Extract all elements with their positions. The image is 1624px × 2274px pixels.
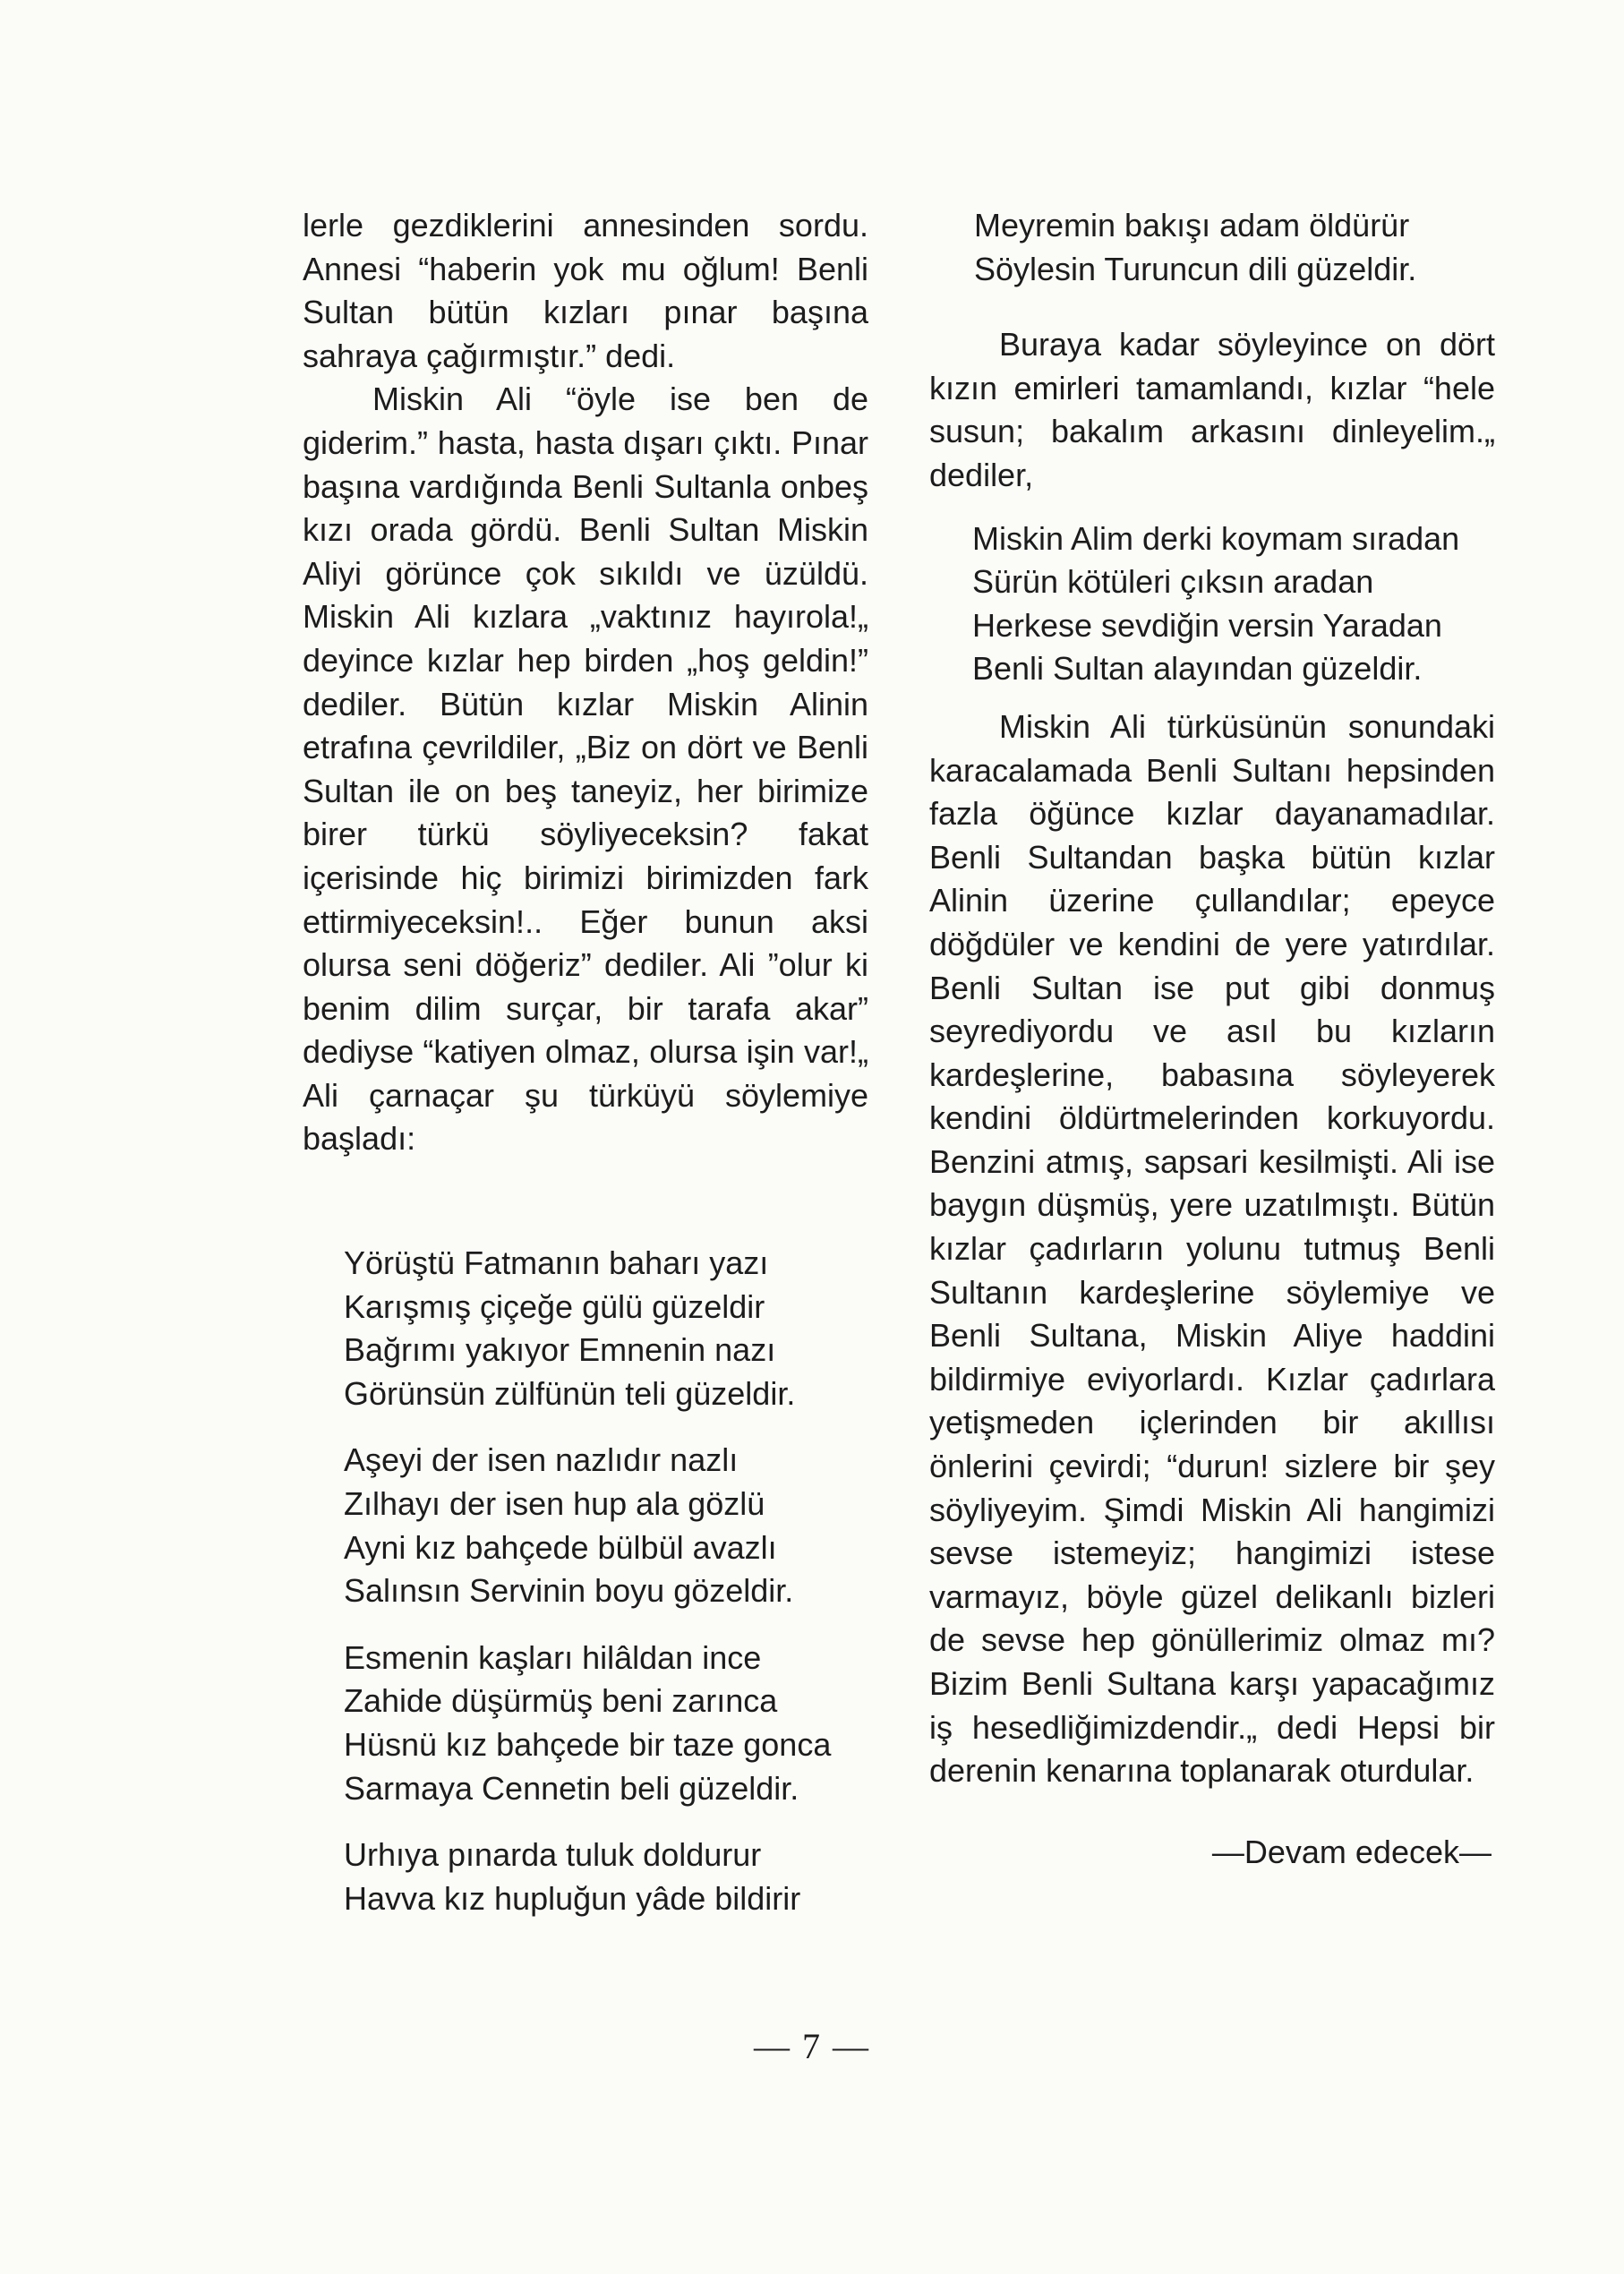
poem-line: Ayni kız bahçede bülbül avazlı xyxy=(344,1528,777,1566)
poem-stanza-4 xyxy=(303,1834,868,1920)
poem-line: Herkese sevdiğin versin Yaradan xyxy=(972,606,1442,644)
poem-line: Meyremin bakışı adam öldürür xyxy=(974,207,1410,244)
continued-notice: —Devam edecek— xyxy=(1211,1833,1492,1870)
poem-line: Salınsın Servinin boyu gözeldir. xyxy=(344,1572,794,1610)
poem-line: Aşeyi der isen nazlıdır nazlı xyxy=(344,1441,739,1479)
poem-line: Zahide düşürmüş beni zarınca xyxy=(344,1682,778,1720)
poem-stanza-5 xyxy=(929,204,1495,291)
poem-line: Sürün kötüleri çıksın aradan xyxy=(972,563,1374,601)
page-number: — 7 — xyxy=(754,2026,870,2066)
poem-line: Görünsün zülfünün teli güzeldir. xyxy=(344,1374,796,1412)
poem-stanza-3 xyxy=(303,1637,868,1810)
poem-line: Urhıya pınarda tuluk doldurur xyxy=(344,1836,762,1874)
right-column xyxy=(929,204,1495,1874)
poem-line: Yörüştü Fatmanın baharı yazı xyxy=(344,1244,769,1282)
poem-stanza-1 xyxy=(303,1242,868,1415)
poem-line: Söylesin Turuncun dili güzeldir. xyxy=(974,250,1417,287)
poem-line: Havva kız hupluğun yâde bildirir xyxy=(344,1879,801,1917)
right-paragraph-1: Buraya kadar söyleyince on dört kızın emirleri tamamlandı, kızlar “hele susun; bakalım arkasını dinleyelim.„ dediler, xyxy=(929,326,1495,493)
left-paragraph-2: Miskin Ali “öyle ise ben de giderim.” hasta, hasta dışarı çıktı. Pınar başına vardığında Benli Sultanla onbeş kızı orada gördü. Benli Sultan Miskin Aliyi görünce çok sıkıldı ve üzüldü. Miskin Ali kızlara „vaktınız hayırola!„ deyince kızlar hep birden „hoş geldin!” dediler. Bütün kızlar Miskin Alinin etrafına çevrildiler, „Biz on dört ve Benli Sultan ile on beş taneyiz, her birimize birer türkü söyliyeceksin? fakat içerisinde hiç birimizi birimizden fark ettirmiyeceksin!.. Eğer bunun aksi olursa seni döğeriz” dediler. Ali ”olur ki benim dilim surçar, bir tarafa akar” dediyse “katiyen olmaz, olursa işin var!„ Ali çarnaçar şu türküyü söylemiye başladı: xyxy=(303,380,868,1158)
poem-line: Bağrımı yakıyor Emnenin nazı xyxy=(344,1331,776,1369)
poem-line: Miskin Alim derki koymam sıradan xyxy=(972,519,1460,557)
poem-line: Sarmaya Cennetin beli güzeldir. xyxy=(344,1769,799,1807)
left-column xyxy=(303,204,868,1920)
poem-line: Esmenin kaşları hilâldan ince xyxy=(344,1638,762,1676)
right-paragraph-2: Miskin Ali türküsünün sonundaki karacalamada Benli Sultanı hepsinden fazla öğünce kızlar dayanamadılar. Benli Sultandan başka bütün kızlar Alinin üzerine çullandılar; epeyce döğdüler ve kendini de yere yatırdılar. Benli Sultan ise put gibi donmuş seyrediyordu ve asıl bu kızların kardeşlerine, babasına söyleyerek kendini öldürtmelerinden korkuyordu. Benzini atmış, sapsari kesilmişti. Ali ise baygın düşmüş, yere uzatılmıştı. Bütün kızlar çadırların yolunu tutmuş Benli Sultanın kardeşlerine söylemiye ve Benli Sultana, Miskin Aliye haddini bildirmiye eviyorlardı. Kızlar çadırlara yetişmeden içlerinden bir akıllısı önlerini çevirdi; “durun! sizlere bir şey söyliyeyim. Şimdi Miskin Ali hangimizi sevse istemeyiz; hangimizi istese varmayız, böyle güzel delikanlı bizleri de sevse hep gönüllerimiz olmaz mı? Bizim Benli Sultana karşı yapacağımız iş hesedliğimizdendir.„ dedi Hepsi bir derenin kenarına toplanarak oturdular. xyxy=(929,707,1495,1790)
poem-line: Benli Sultan alayından güzeldir. xyxy=(972,650,1423,688)
poem-stanza-2 xyxy=(303,1439,868,1612)
poem-line: Karışmış çiçeğe gülü güzeldir xyxy=(344,1287,765,1325)
poem-stanza-6 xyxy=(929,517,1495,691)
left-paragraph-1: lerle gezdiklerini annesinden sordu. Annesi “haberin yok mu oğlum! Benli Sultan bütün kızları pınar başına sahraya çağırmıştır.” dedi. xyxy=(303,207,868,374)
poem-line: Hüsnü kız bahçede bir taze gonca xyxy=(344,1726,832,1763)
poem-line: Zılhayı der isen hup ala gözlü xyxy=(344,1485,765,1523)
